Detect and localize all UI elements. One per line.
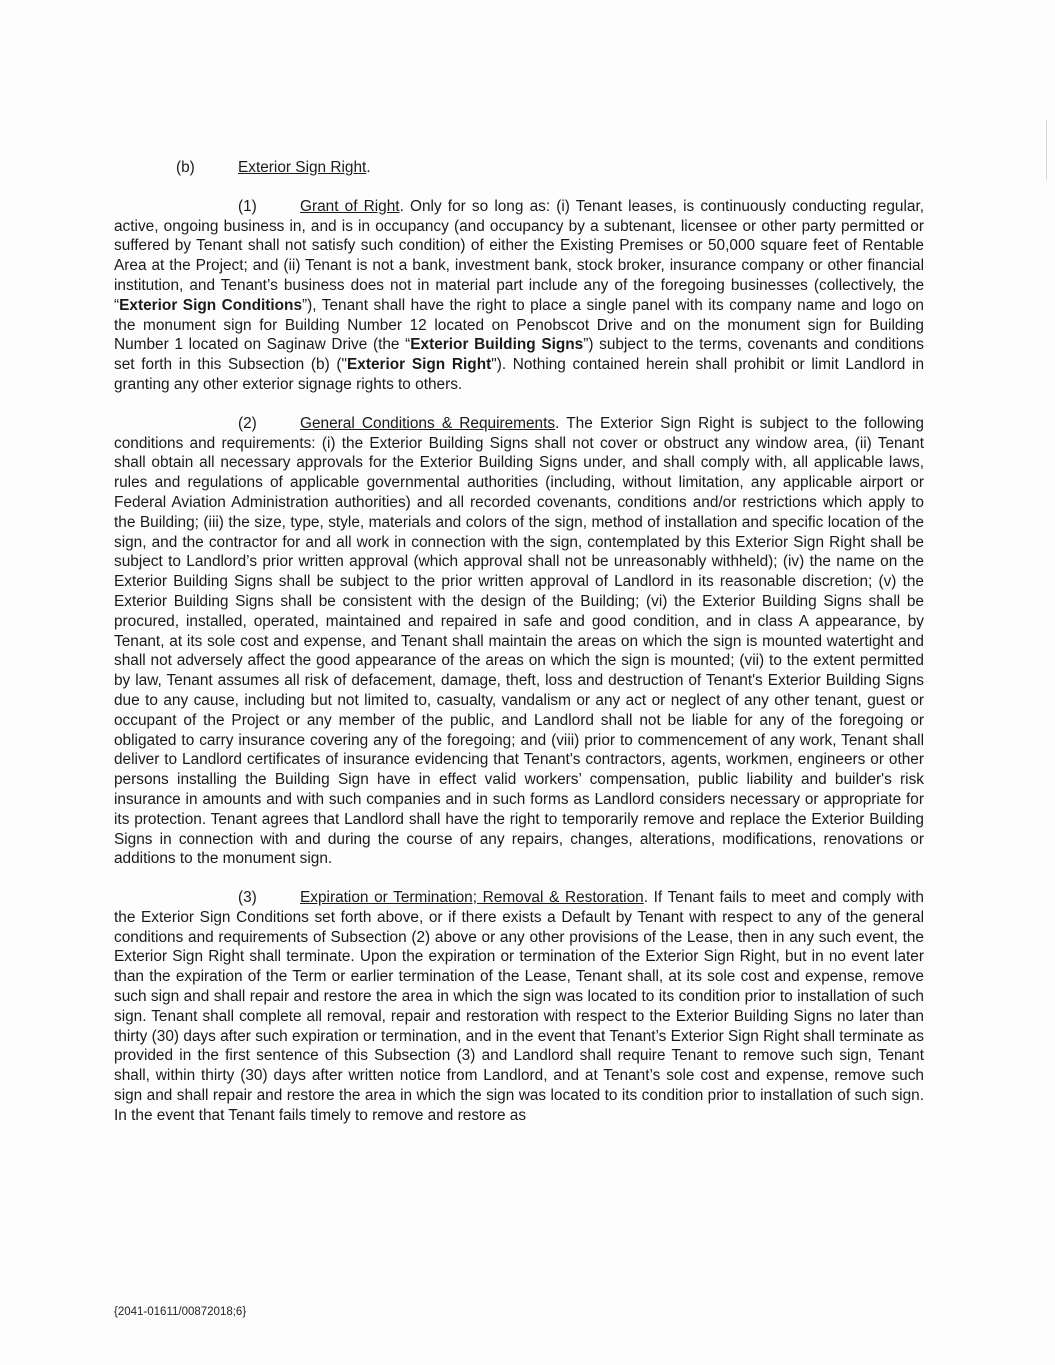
paragraph-text: ”), Tenant shall have the right to place a single panel with its company name and logo on the monument sign for Building Number 12 located on Penobscot Drive and on the monument sign for Building Number 1 located on Saginaw Drive (the “: [114, 296, 924, 354]
paragraph-text: . If Tenant fails to meet and comply with the Exterior Sign Conditions set forth above, or if there exists a Default by Tenant with respect to any of the general conditions and requirements of Subsection (2) above or any other provisions of the Lease, then in any such event, the Exterior Sign Right shall terminate. Upon the expiration or termination of the Exterior Sign Right, but in no event later than the expiration of the Term or earlier termination of the Lease, Tenant shall, at its sole cost and expense, remove such sign and shall repair and restore the area in which the sign was located to its condition prior to installation of such sign. Tenant shall complete all removal, repair and restoration with respect to the Exterior Building Signs no later than thirty (30) days after such expiration or termination, and in the event that Tenant’s Exterior Sign Right shall terminate as provided in the first sentence of this Subsection (3) and Landlord shall require Tenant to remove such sign, Tenant shall, within thirty (30) days after written notice from Landlord, and at Tenant’s sole cost and expense, remove such sign and shall repair and restore the area in which the sign was located to its condition prior to installation of such sign. In the event that Tenant fails timely to remove and restore as: [114, 889, 924, 1124]
defined-term: Exterior Sign Right: [347, 356, 492, 374]
paragraph-grant-of-right: [114, 197, 924, 395]
paragraph-heading: Grant of Right: [300, 197, 400, 215]
paragraph-general-conditions: [114, 414, 924, 869]
defined-term: Exterior Building Signs: [410, 336, 584, 354]
paragraph-number: (2): [238, 414, 257, 432]
paragraph-heading: Expiration or Termination; Removal & Restoration: [300, 889, 644, 907]
document-body: [114, 158, 924, 1145]
paragraph-text: "). Nothing contained herein shall prohibit or limit Landlord in granting any other exterior signage rights to others.: [114, 356, 925, 393]
section-title: Exterior Sign Right: [238, 159, 367, 176]
paragraph-expiration-termination: [114, 888, 924, 1126]
section-label: (b): [176, 159, 195, 176]
paragraph-number: (1): [238, 197, 257, 215]
paragraph-text: . Only for so long as: (i) Tenant leases, is continuously conducting regular, active, ongoing business in, and is in occupancy (and occupancy by a subtenant, licensee or other party permitted or suffered by Tenant shall not satisfy such condition) of either the Existing Premises or 50,000 square feet of Rentable Area at the Project; and (ii) Tenant is not a bank, investment bank, stock broker, insurance company or other financial institution, and Tenant’s business does not in material part include any of the foregoing businesses (collectively, the “: [114, 197, 924, 314]
defined-term: Exterior Sign Conditions: [119, 296, 303, 314]
section-heading: (b) Exterior Sign Right.: [176, 159, 371, 176]
paragraph-number: (3): [238, 889, 257, 907]
paragraph-heading: General Conditions & Requirements: [300, 414, 556, 432]
paragraph-text: ”) subject to the terms, covenants and conditions set forth in this Subsection (b) (": [114, 336, 925, 374]
scan-edge-mark: [1046, 120, 1047, 180]
paragraph-text: . The Exterior Sign Right is subject to the following conditions and requirements: (i) the Exterior Building Signs shall not cover or obstruct any window area, (ii) Tenant shall obtain all necessary approvals for the Exterior Building Signs under, and shall comply with, all applicable laws, rules and regulations of applicable governmental authorities (including, without limitation, any applicable airport or Federal Aviation Administration authorities) and all recorded covenants, conditions and/or restrictions which apply to the Building; (iii) the size, type, style, materials and colors of the sign, method of installation and specific location of the sign, and the contractor for and all work in connection with the sign, contemplated by this Exterior Sign Right shall be subject to Landlord’s prior written approval (which approval shall not be unreasonably withheld); (iv) the name on the Exterior Building Signs shall be subject to the prior written approval of Landlord in its reasonable discretion; (v) the Exterior Building Signs shall be consistent with the design of the Building; (vi) the Exterior Building Signs shall be procured, installed, operated, maintained and repaired in safe and good condition, and in class A appearance, by Tenant, at its sole cost and expense, and Tenant shall maintain the areas on which the sign is mounted watertight and shall not adversely affect the good appearance of the areas on which the sign is mounted; (vii) to the extent permitted by law, Tenant assumes all risk of defacement, damage, theft, loss and destruction of Tenant's Exterior Building Signs due to any cause, including but not limited to, casualty, vandalism or any act or neglect of any other tenant, guest or occupant of the Project or any member of the public, and Landlord shall not be liable for any of the foregoing or obligated to carry insurance covering any of the foregoing; and (viii) prior to commencement of any work, Tenant shall deliver to Landlord certificates of insurance evidencing that Tenant's contractors, agents, workmen, engineers or other persons installing the Building Sign have in effect valid workers’ compensation, public liability and builder's risk insurance in amounts and with such companies and in such forms as Landlord considers necessary or appropriate for its protection. Tenant agrees that Landlord shall have the right to temporarily remove and replace the Exterior Building Signs in connection with and during the course of any repairs, changes, alterations, modifications, renovations or additions to the monument sign.: [114, 414, 924, 868]
document-footer-id: {2041-01611/00872018;6}: [114, 1306, 247, 1318]
